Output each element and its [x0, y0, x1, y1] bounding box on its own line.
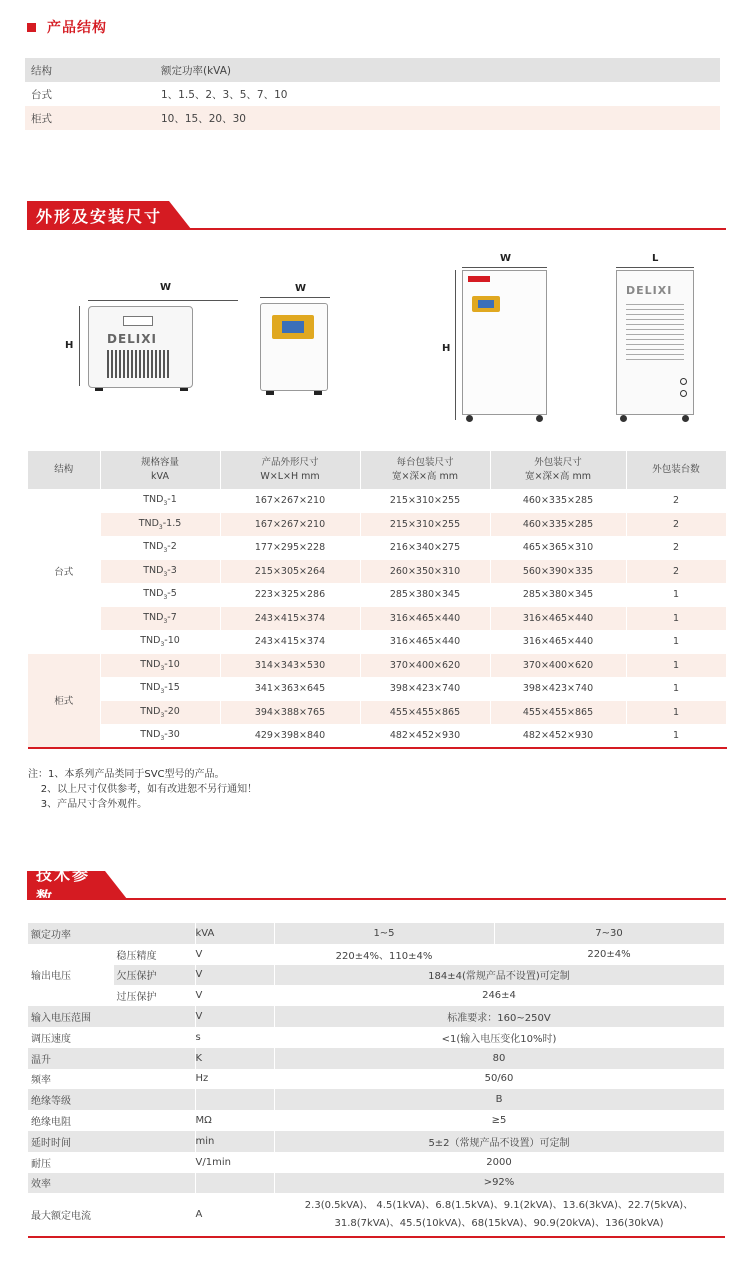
table-row — [28, 489, 726, 513]
dim-line — [88, 300, 238, 301]
param-name: 过压保护 — [113, 985, 195, 1006]
table-cell: 1 — [626, 607, 726, 631]
model-suffix: -7 — [167, 611, 177, 623]
table-cell: 465×365×310 — [490, 536, 626, 560]
param-unit — [195, 1089, 274, 1110]
param-unit: A — [195, 1193, 274, 1237]
model-suffix: -10 — [164, 658, 180, 670]
table-cell: 243×415×374 — [220, 630, 360, 654]
param-name: 绝缘电阻 — [28, 1110, 195, 1131]
table-row — [28, 1048, 724, 1069]
table-row — [25, 82, 720, 106]
unit-foot — [314, 391, 322, 395]
model-suffix: -5 — [167, 588, 177, 600]
unit-foot — [180, 388, 188, 391]
model-cell — [100, 536, 220, 560]
table-row — [28, 1173, 724, 1194]
model-subscript: 3 — [158, 523, 163, 531]
dim-line — [616, 267, 694, 268]
terminal-circle — [680, 378, 687, 385]
model-prefix: TND — [140, 635, 161, 647]
header-cell: 结构 — [25, 58, 155, 82]
param-value-line: 2.3(0.5kVA)、 4.5(1kVA)、6.8(1.5kVA)、9.1(2kVA)、13.6(3kVA)、22.7(5kVA)、 — [304, 1199, 694, 1211]
param-unit: K — [195, 1048, 274, 1069]
table-cell: 1 — [626, 583, 726, 607]
param-value: B — [274, 1089, 724, 1110]
vent-grille — [107, 350, 171, 378]
table-header-row — [28, 451, 726, 489]
table-row — [28, 944, 724, 965]
table-cell: 1 — [626, 677, 726, 701]
table-cell: 285×380×345 — [490, 583, 626, 607]
model-subscript: 3 — [163, 547, 168, 555]
param-value: 80 — [274, 1048, 724, 1069]
unit-caster — [466, 415, 473, 422]
table-cell: 1 — [626, 724, 726, 748]
dim-line — [260, 297, 330, 298]
table-cell: 1 — [626, 701, 726, 725]
model-suffix: -1.5 — [162, 517, 182, 529]
model-subscript: 3 — [163, 594, 168, 602]
header-cell — [626, 451, 726, 489]
table-cell: 394×388×765 — [220, 701, 360, 725]
unit-foot — [266, 391, 274, 395]
param-value: <1(输入电压变化10%时) — [274, 1027, 724, 1048]
param-name: 额定功率 — [28, 923, 195, 944]
banner-arrow — [169, 201, 191, 229]
table-row — [28, 607, 726, 631]
model-cell — [100, 513, 220, 537]
model-prefix: TND — [140, 658, 161, 670]
table-row — [28, 513, 726, 537]
table-cell: 2 — [626, 536, 726, 560]
model-prefix: TND — [143, 541, 164, 553]
section-banner-tech — [27, 865, 726, 900]
param-name: 温升 — [28, 1048, 195, 1069]
model-suffix: -30 — [164, 728, 180, 740]
param-unit: V — [195, 985, 274, 1006]
header-text: 每台包装尺寸 宽×深×高 mm — [392, 457, 458, 482]
table-cell: 316×465×440 — [360, 630, 490, 654]
table-cell: 455×455×865 — [490, 701, 626, 725]
brand-logo: DELIXI — [626, 284, 673, 297]
dim-line — [455, 270, 456, 420]
param-value: 220±4%、110±4% — [274, 944, 494, 965]
table-cell: 285×380×345 — [360, 583, 490, 607]
drawing-cabinet-front — [442, 253, 555, 425]
model-cell — [100, 489, 220, 513]
note-line: 注：1、本系列产品类同于SVC型号的产品。 — [28, 769, 225, 780]
unit-screen — [478, 300, 494, 308]
param-value: ≥5 — [274, 1110, 724, 1131]
table-row — [28, 985, 724, 1006]
section-title-text: 产品结构 — [47, 20, 107, 36]
table-cell: 370×400×620 — [360, 654, 490, 678]
table-cell: 455×455×865 — [360, 701, 490, 725]
param-name: 延时时间 — [28, 1131, 195, 1152]
table-cell: 482×452×930 — [360, 724, 490, 748]
param-unit: V — [195, 965, 274, 986]
model-prefix: TND — [138, 517, 159, 529]
table-cell: 398×423×740 — [490, 677, 626, 701]
brand-logo — [468, 276, 490, 282]
unit-caster — [536, 415, 543, 422]
model-prefix: TND — [140, 728, 161, 740]
table-cell: 2 — [626, 513, 726, 537]
model-prefix: TND — [143, 611, 164, 623]
param-value: 7~30 — [494, 923, 724, 944]
param-value — [274, 1193, 724, 1237]
table-cell: 560×390×335 — [490, 560, 626, 584]
param-unit: Hz — [195, 1069, 274, 1090]
model-subscript: 3 — [160, 641, 165, 649]
param-unit: s — [195, 1027, 274, 1048]
dim-w-label: W — [295, 283, 307, 294]
table-row — [28, 965, 724, 986]
param-unit — [195, 1173, 274, 1194]
header-text: 规格容量 kVA — [140, 457, 179, 482]
param-unit: V — [195, 1006, 274, 1027]
unit-display — [123, 316, 153, 326]
model-suffix: -20 — [164, 705, 180, 717]
table-cell: 260×350×310 — [360, 560, 490, 584]
group-name-cell: 柜式 — [28, 654, 100, 748]
model-subscript: 3 — [160, 664, 165, 672]
unit-foot — [95, 388, 103, 391]
table-cell: 167×267×210 — [220, 513, 360, 537]
param-value: 标准要求：160~250V — [274, 1006, 724, 1027]
terminal-circle — [680, 390, 687, 397]
table-row — [28, 1027, 724, 1048]
table-cell: 370×400×620 — [490, 654, 626, 678]
param-value: 184±4(常规产品不设置)可定制 — [274, 965, 724, 986]
tech-params-table — [28, 923, 725, 1238]
model-suffix: -10 — [164, 635, 180, 647]
table-cell: 223×325×286 — [220, 583, 360, 607]
unit-caster — [620, 415, 627, 422]
param-name: 调压速度 — [28, 1027, 195, 1048]
param-value: 50/60 — [274, 1069, 724, 1090]
drawing-desktop-front — [260, 285, 330, 395]
param-group-name: 输出电压 — [28, 944, 113, 1006]
table-cell: 341×363×645 — [220, 677, 360, 701]
table-cell: 215×310×255 — [360, 513, 490, 537]
model-cell — [100, 560, 220, 584]
header-text: 外包装尺寸 宽×深×高 mm — [525, 457, 591, 482]
header-text: 外包装台数 — [652, 464, 700, 475]
table-row — [28, 583, 726, 607]
model-prefix: TND — [143, 588, 164, 600]
model-cell — [100, 677, 220, 701]
drawing-desktop-small — [65, 282, 240, 385]
vent-grille — [626, 304, 684, 360]
table-cell: 316×465×440 — [360, 607, 490, 631]
dim-l-label: L — [652, 253, 659, 264]
param-value: 220±4% — [494, 944, 724, 965]
header-cell — [220, 451, 360, 489]
param-unit: MΩ — [195, 1110, 274, 1131]
param-name: 效率 — [28, 1173, 195, 1194]
param-unit: kVA — [195, 923, 274, 944]
param-unit: min — [195, 1131, 274, 1152]
model-cell — [100, 724, 220, 748]
note-line: 3、产品尺寸含外观件。 — [28, 799, 148, 810]
param-name: 频率 — [28, 1069, 195, 1090]
param-unit: V/1min — [195, 1152, 274, 1173]
dim-line — [462, 267, 547, 268]
param-value: >92% — [274, 1173, 724, 1194]
param-name: 稳压精度 — [113, 944, 195, 965]
table-cell: 316×465×440 — [490, 630, 626, 654]
table-row — [28, 1089, 724, 1110]
table-header-row — [25, 58, 720, 82]
table-cell: 1 — [626, 630, 726, 654]
model-subscript: 3 — [160, 688, 165, 696]
model-cell — [100, 654, 220, 678]
model-suffix: -15 — [164, 682, 180, 694]
table-cell: 柜式 — [25, 106, 155, 130]
table-row — [28, 654, 726, 678]
table-cell: 316×465×440 — [490, 607, 626, 631]
header-text: 结构 — [54, 464, 74, 475]
table-cell: 429×398×840 — [220, 724, 360, 748]
table-row — [28, 1069, 724, 1090]
dimensions-table — [28, 451, 727, 749]
table-cell: 215×310×255 — [360, 489, 490, 513]
param-value: 2000 — [274, 1152, 724, 1173]
table-row — [28, 536, 726, 560]
model-suffix: -1 — [167, 494, 177, 506]
table-cell: 460×335×285 — [490, 489, 626, 513]
unit-caster — [682, 415, 689, 422]
model-cell — [100, 630, 220, 654]
dim-line — [79, 306, 80, 386]
note-line: 2、以上尺寸仅供参考，如有改进恕不另行通知！ — [28, 784, 258, 795]
table-row — [25, 106, 720, 130]
table-cell: 2 — [626, 489, 726, 513]
model-prefix: TND — [140, 705, 161, 717]
header-cell — [360, 451, 490, 489]
table-cell: 460×335×285 — [490, 513, 626, 537]
table-row — [28, 1193, 724, 1237]
header-cell: 额定功率(kVA) — [155, 58, 720, 82]
table-row — [28, 1152, 724, 1173]
table-cell: 482×452×930 — [490, 724, 626, 748]
table-cell: 243×415×374 — [220, 607, 360, 631]
model-subscript: 3 — [163, 617, 168, 625]
red-square-icon — [27, 23, 36, 32]
drawing-cabinet-side — [610, 253, 695, 425]
table-cell: 314×343×530 — [220, 654, 360, 678]
model-subscript: 3 — [163, 500, 168, 508]
header-text: 产品外形尺寸 W×L×H mm — [260, 457, 320, 482]
table-row — [28, 1006, 724, 1027]
table-cell: 2 — [626, 560, 726, 584]
table-cell: 台式 — [25, 82, 155, 106]
model-subscript: 3 — [160, 711, 165, 719]
model-suffix: -2 — [167, 541, 177, 553]
banner-underline — [27, 898, 726, 900]
table-row — [28, 1131, 724, 1152]
section-banner-outline — [27, 201, 726, 230]
table-cell: 1、1.5、2、3、5、7、10 — [155, 82, 720, 106]
table-cell: 216×340×275 — [360, 536, 490, 560]
table-row — [28, 677, 726, 701]
section-title-product-structure — [27, 16, 107, 38]
unit-body — [462, 270, 547, 415]
param-value-line: 31.8(7kVA)、45.5(10kVA)、68(15kVA)、90.9(20kVA)、136(30kVA) — [334, 1217, 664, 1229]
param-value: 1~5 — [274, 923, 494, 944]
param-name: 输入电压范围 — [28, 1006, 195, 1027]
param-unit: V — [195, 944, 274, 965]
brand-logo: DELIXI — [107, 332, 157, 346]
unit-screen — [282, 321, 304, 333]
banner-title: 技术参 — [27, 871, 105, 899]
table-row — [28, 701, 726, 725]
param-name: 最大额定电流 — [28, 1193, 195, 1237]
model-cell — [100, 701, 220, 725]
header-cell — [100, 451, 220, 489]
outline-drawings — [50, 255, 710, 435]
table-header-row — [28, 923, 724, 944]
banner-arrow — [105, 871, 127, 899]
header-cell — [28, 451, 100, 489]
header-cell — [490, 451, 626, 489]
dim-h-label: H — [442, 343, 451, 354]
table-cell: 215×305×264 — [220, 560, 360, 584]
param-value: 246±4 — [274, 985, 724, 1006]
model-prefix: TND — [143, 494, 164, 506]
table-row — [28, 630, 726, 654]
notes — [28, 767, 257, 812]
product-structure-table — [25, 58, 720, 130]
table-row — [28, 1110, 724, 1131]
group-name-cell: 台式 — [28, 489, 100, 654]
table-cell: 10、15、20、30 — [155, 106, 720, 130]
table-cell: 398×423×740 — [360, 677, 490, 701]
table-row — [28, 724, 726, 748]
param-name: 绝缘等级 — [28, 1089, 195, 1110]
model-cell — [100, 607, 220, 631]
param-name: 欠压保护 — [113, 965, 195, 986]
param-name: 耐压 — [28, 1152, 195, 1173]
param-value: 5±2（常规产品不设置）可定制 — [274, 1131, 724, 1152]
table-cell: 1 — [626, 654, 726, 678]
dim-w-label: W — [500, 253, 512, 264]
model-cell — [100, 583, 220, 607]
model-suffix: -3 — [167, 564, 177, 576]
table-row — [28, 560, 726, 584]
model-prefix: TND — [143, 564, 164, 576]
model-prefix: TND — [140, 682, 161, 694]
dim-w-label: W — [160, 282, 172, 293]
table-cell: 177×295×228 — [220, 536, 360, 560]
model-subscript: 3 — [160, 734, 165, 742]
model-subscript: 3 — [163, 570, 168, 578]
dim-h-label: H — [65, 340, 74, 351]
banner-underline — [27, 228, 726, 230]
banner-title: 外形及安装尺寸 — [27, 201, 169, 229]
table-cell: 167×267×210 — [220, 489, 360, 513]
